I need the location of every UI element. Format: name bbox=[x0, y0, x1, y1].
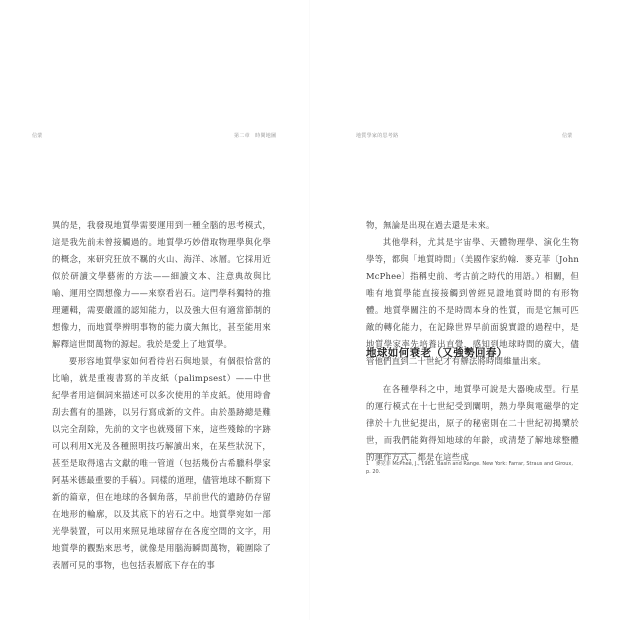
left-paragraph-1: 異的是，我發現地質學需要運用到一種全腦的思考模式，這是我先前未曾接觸過的。地質學巧妙借取物理學與化學的概念，來研究狂放不羈的火山、海洋、冰層。它採用近似於研讀文學藝術的方法——細讀文本、注意典故與比喻、運用空間想像力——來察看岩石。這門學科獨特的推理邏輯，需要嚴謹的認知能力，以及強大但有適當節制的想像力，而地質學辨明事物的能力廣大無比，甚至能用來解釋這世間萬物的源起。我於是愛上了地質學。 bbox=[52, 220, 271, 349]
right-paragraph-3: 在各種學科之中，地質學可說是大器晚成型。行星的運行模式在十七世紀受到闡明，熱力學與電磁學的定律於十九世紀提出，原子的秘密則在二十世紀初揭櫫於世，而我們能夠得知地球的年齡，或清楚了解地球整體的運作方式，都是在這些成 bbox=[366, 384, 579, 462]
section-heading: 地球如何衰老（又強勢回春） bbox=[366, 347, 508, 359]
right-page bbox=[310, 0, 620, 620]
footnote: 1 麥克菲 McPhee, J., 1981. Basin and Range. New York: Farrar, Straus and Giroux, p. 20. bbox=[366, 461, 573, 475]
right-header-title: 地質學家的思考路 bbox=[356, 133, 399, 139]
left-body-text bbox=[52, 217, 271, 574]
footnote-rule bbox=[366, 453, 416, 454]
right-paragraph-1: 物，無論是出現在過去還是未來。 bbox=[366, 220, 495, 230]
left-header-chapter: 第二章 時間地圖 bbox=[234, 133, 277, 139]
right-paragraph-2: 其他學科，尤其是宇宙學、天體物理學、演化生物學等，都與「地質時間」（美國作家約翰．麥克菲〔John McPhee〕指稱史前、考古前之時代的用語。）相關，但唯有地質學能直接接觸到曾經見證地質時間的有形物體。地質學關注的不是時間本身的性質，而是它無可匹敵的轉化能力，在記錄世界早前面貌實證的過程中，是地質學家率先培養出直覺，感知到地球時間的廣大，儘管他們直到二十世紀才有辦法將時間維量出來。 bbox=[366, 237, 580, 366]
right-header-label: 信蒙 bbox=[562, 133, 573, 139]
left-paragraph-2: 要形容地質學家如何看待岩石與地景，有個很恰當的比喻，就是重複書寫的羊皮紙（palimpsest）——中世紀學者用這個詞來描述可以多次使用的羊皮紙。使用時會刮去舊有的墨跡，以另行寫成新的文件。由於墨跡總是難以完全刮除，先前的文字也就殘留下來，這些殘餘的字跡可以利用X光及各種照明技巧解讀出來，在某些狀況下，甚至是取得遠古文獻的唯一管道（包括幾份古希臘科學家阿基米德最重要的手稿）。同樣的道理，儘管地球不斷寫下新的篇章，但在地球的各個角落，早前世代的遺跡仍存留在地形的輪廓，以及其底下的岩石之中。地質學宛如一部光學裝置，可以用來照見地球留存在各度空間的文字，用地質學的觀點來思考，就像是用腦海瞬間萬物，範圍除了表層可見的事物，也包括表層底下存在的事 bbox=[52, 356, 271, 570]
left-header-label: 信蒙 bbox=[32, 133, 43, 139]
